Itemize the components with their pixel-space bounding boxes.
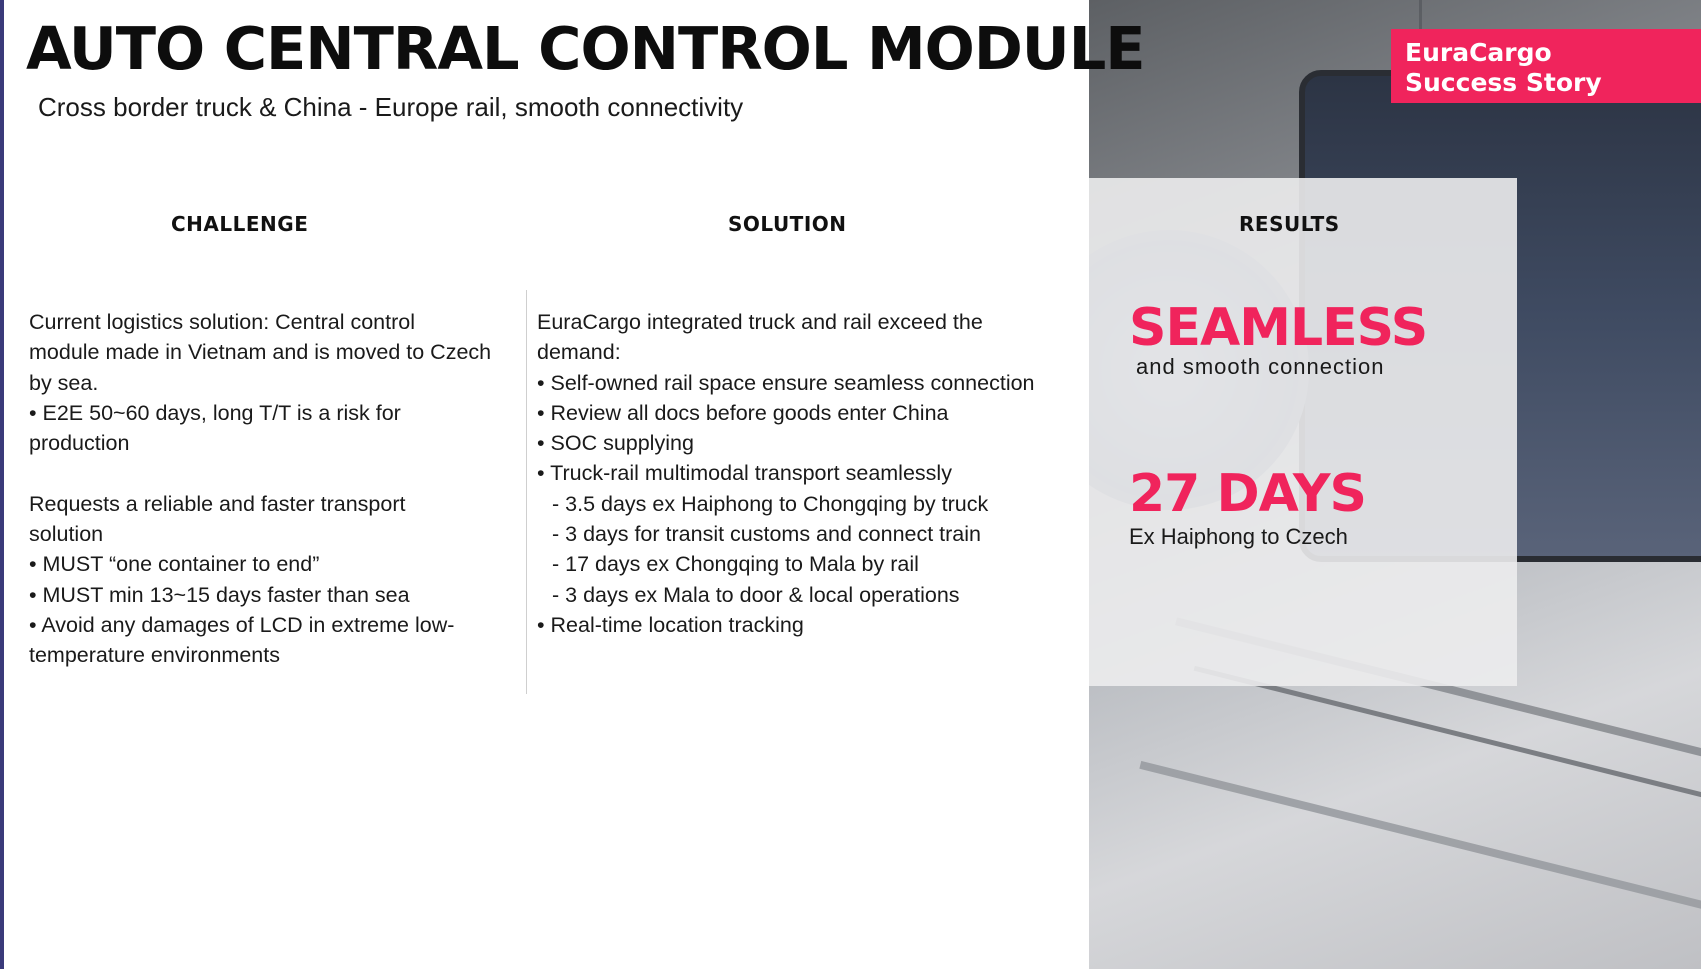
solution-line: • Real-time location tracking bbox=[537, 612, 804, 637]
challenge-line bbox=[29, 458, 529, 488]
solution-line: - 3.5 days ex Haiphong to Chongqing by truck bbox=[552, 491, 989, 516]
challenge-line: by sea. bbox=[29, 370, 99, 395]
solution-line: • SOC supplying bbox=[537, 431, 694, 456]
challenge-line: temperature environments bbox=[29, 643, 280, 668]
challenge-line: • E2E 50~60 days, long T/T is a risk for bbox=[29, 400, 401, 425]
challenge-heading: CHALLENGE bbox=[171, 212, 309, 236]
page-title: AUTO CENTRAL CONTROL MODULE bbox=[26, 14, 1145, 83]
solution-line: demand: bbox=[537, 340, 621, 365]
solution-text bbox=[537, 307, 1082, 640]
result-seamless-subtext: and smooth connection bbox=[1136, 354, 1385, 379]
solution-line: • Truck-rail multimodal transport seamlessly bbox=[537, 461, 952, 486]
result-seamless-headline: SEAMLESS bbox=[1129, 298, 1428, 358]
solution-line: EuraCargo integrated truck and rail exceed the bbox=[537, 310, 983, 334]
challenge-line: Requests a reliable and faster transport bbox=[29, 491, 406, 516]
result-days-subtext: Ex Haiphong to Czech bbox=[1129, 524, 1348, 549]
solution-heading: SOLUTION bbox=[728, 212, 847, 236]
challenge-line: • MUST “one container to end” bbox=[29, 552, 320, 577]
badge-line-2: Success Story bbox=[1405, 68, 1602, 97]
success-story-badge bbox=[1391, 29, 1701, 103]
challenge-line: • MUST min 13~15 days faster than sea bbox=[29, 582, 410, 607]
left-edge-bar bbox=[0, 0, 4, 969]
challenge-line: • Avoid any damages of LCD in extreme low- bbox=[29, 612, 455, 637]
results-panel bbox=[1089, 178, 1517, 686]
solution-line: • Self-owned rail space ensure seamless connection bbox=[537, 370, 1035, 395]
challenge-line: solution bbox=[29, 522, 104, 547]
results-heading: RESULTS bbox=[1239, 212, 1340, 236]
solution-line: - 3 days ex Mala to door & local operations bbox=[552, 582, 960, 607]
challenge-text bbox=[29, 307, 529, 671]
badge-line-1: EuraCargo bbox=[1405, 38, 1552, 67]
page-subtitle: Cross border truck & China - Europe rail, smooth connectivity bbox=[38, 92, 744, 122]
result-days-headline: 27 DAYS bbox=[1129, 464, 1367, 524]
solution-line: • Review all docs before goods enter China bbox=[537, 400, 949, 425]
challenge-line: Current logistics solution: Central control bbox=[29, 310, 415, 334]
solution-line: - 17 days ex Chongqing to Mala by rail bbox=[552, 552, 919, 577]
solution-line: - 3 days for transit customs and connect train bbox=[552, 522, 982, 547]
challenge-line: production bbox=[29, 431, 130, 456]
challenge-line: module made in Vietnam and is moved to Czech bbox=[29, 340, 492, 365]
